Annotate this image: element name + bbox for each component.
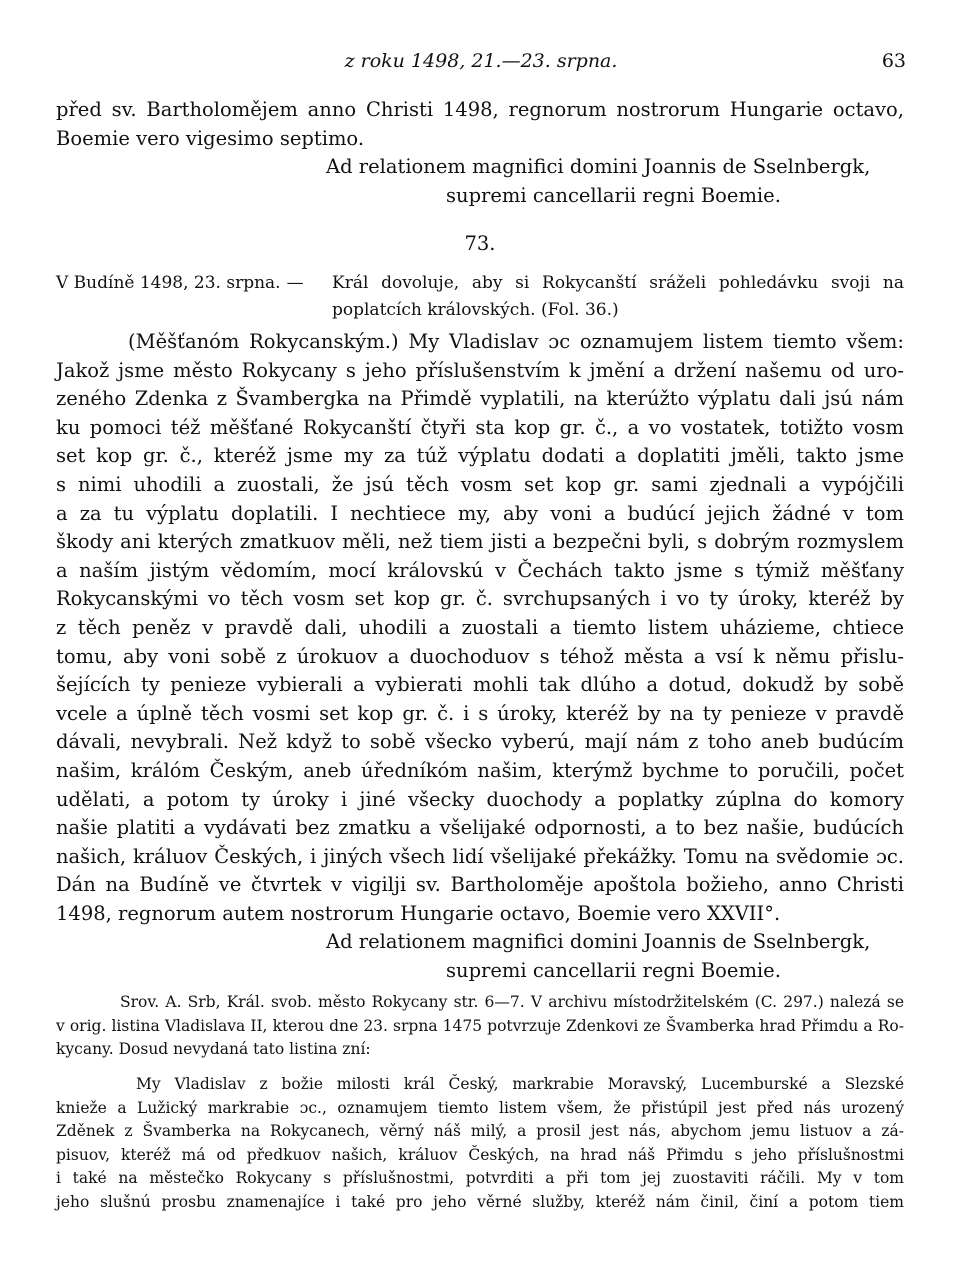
document-body bbox=[56, 328, 904, 986]
text-line: (Měšťanóm Rokycanským.) My Vladislav ɔc oznamujem listem tiemto všem: bbox=[128, 330, 904, 353]
note-line: Srov. A. Srb, Král. svob. město Rokycany str. 6—7. V archivu místodržitelském (C. 297.) nalezá se bbox=[120, 993, 904, 1011]
quote-line: pisuov, kteréž má od předkuov našich, králuov Českých, na hrad náš Přimdu s jeho příslušnostmi bbox=[56, 1145, 904, 1164]
text-line: našie platiti a vydávati bez zmatku a všelijaké odpornosti, a to bez našie, budúcích bbox=[56, 816, 904, 840]
text-line: a naším jistým vědomím, mocí královskú v Čechách takto jsme s týmiž měšťany bbox=[56, 558, 904, 582]
relation-line: Ad relationem magnifici domini Joannis de Sselnbergk, bbox=[326, 930, 871, 954]
text-line: před sv. Bartholomějem anno Christi 1498, regnorum nostrorum Hungarie octavo, bbox=[56, 98, 904, 121]
text-line: šejících ty penieze vybierali a vybierati mohli tak dlúho a dotud, dokudž by sobě bbox=[56, 673, 904, 697]
note-line: v orig. listina Vladislava II, kterou dne 23. srpna 1475 potvrzuje Zdenkovi ze Švamberka hrad Přimdu a Ro- bbox=[56, 1016, 904, 1035]
quoted-charter bbox=[56, 1073, 904, 1214]
text-line: z těch peněz v pravdě dali, uhodili a zuostali a tiemto listem uházieme, chtiece bbox=[56, 615, 904, 639]
running-head: z roku 1498, 21.—23. srpna. bbox=[344, 50, 618, 72]
text-line: dávali, nevybrali. Než když to sobě všecko vyberú, mají nám z toho aneb budúcím bbox=[56, 730, 904, 754]
text-line: 1498, regnorum autem nostrorum Hungarie octavo, Boemie vero XXVII°. bbox=[56, 901, 781, 925]
text-line: zeného Zdenka z Švambergka na Přimdě vyplatili, na kterúžto výplatu dali jsú nám bbox=[56, 387, 904, 411]
relation-line: supremi cancellarii regni Boemie. bbox=[446, 183, 781, 207]
text-line: tomu, aby voni sobě z úrokuov a duochoduov s téhož města a vsí k němu přislu- bbox=[56, 644, 904, 668]
text-line: s nimi uhodili a zuostali, že jsú těch vosm set kop gr. sami zjednali a vypójčili bbox=[56, 472, 904, 496]
dash: — bbox=[286, 273, 304, 293]
relation-line: Ad relationem magnifici domini Joannis de Sselnbergk, bbox=[326, 155, 871, 179]
quote-line: Zděnek z Švamberka na Rokycanech, věrný náš milý, a prosil jest nás, abychom jemu listuov a zá- bbox=[56, 1122, 904, 1140]
text-line: Jakož jsme město Rokycany s jeho příslušenstvím k jmění a držení našemu od uro- bbox=[56, 358, 904, 382]
quote-line: knieže a Lužický markrabie ɔc., oznamujem tiemto listem všem, že přistúpil jest před nás urozený bbox=[56, 1098, 904, 1117]
footnote bbox=[56, 991, 904, 1062]
text-line: ku pomoci též měšťané Rokycanští čtyři sta kop gr. č., a vo vostatek, totižto vosm bbox=[56, 415, 904, 439]
page-header bbox=[56, 50, 906, 78]
text-line: set kop gr. č., kteréž jsme my za túž výplatu dodati a doplatiti jměli, takto jsme bbox=[56, 444, 904, 468]
quote-line: jeho slušnú prosbu znamenajíce i také pro jeho věrné služby, kteréž nám činil, činí a potom tiem bbox=[56, 1192, 904, 1211]
prev-doc-ending bbox=[56, 96, 904, 210]
place-date: V Budíně 1498, 23. srpna. — bbox=[56, 270, 310, 297]
text-line: vcele a úplně těch vosmi set kop gr. č. i s úroky, kteréž by na ty penieze v pravdě bbox=[56, 701, 904, 725]
note-line: kycany. Dosud nevydaná tato listina zní: bbox=[56, 1040, 371, 1058]
text-line: Dán na Budíně ve čtvrtek v vigilji sv. Bartholoměje apoštola božieho, anno Christi bbox=[56, 873, 904, 897]
text-line: Rokycanskými vo těch vosm set kop gr. č. svrchupsaných i vo ty úroky, kteréž by bbox=[56, 587, 904, 611]
text-line: škody ani kterých zmatkuov měli, než tiem jisti a bezpečni byli, s dobrým rozmyslem bbox=[56, 530, 904, 554]
relation-line: supremi cancellarii regni Boemie. bbox=[446, 959, 781, 983]
text-line: a za tu výplatu doplatili. I nechtiece my, aby voni a budúcí jejich žádné v tom bbox=[56, 501, 904, 525]
text-line: udělati, a potom ty úroky i jiné všecky duochody a poplatky zúplna do komory bbox=[56, 787, 904, 811]
quote-line: My Vladislav z božie milosti král Český, markrabie Moravský, Lucemburské a Slezské bbox=[136, 1075, 904, 1093]
quote-line: i také na městečko Rokycany s příslušnostmi, potvrditi a při tom jej zuostaviti ráčili. My v tom bbox=[56, 1169, 904, 1187]
page-number: 63 bbox=[881, 50, 906, 72]
document-number: 73. bbox=[464, 232, 496, 255]
text-line: našich, králuov Českých, i jiných všech lidí všelijaké překážky. Tomu na svědomie ɔc. bbox=[56, 844, 904, 868]
text-line: našim, králóm Českým, aneb úředníkóm našim, kterýmž bychme to poručili, počet bbox=[56, 758, 904, 782]
document-summary: Král dovoluje, aby si Rokycanští sráželi pohledávku svoji na poplatcích královských. (Fol. 36.) bbox=[332, 273, 904, 320]
text-line: Boemie vero vigesimo septimo. bbox=[56, 126, 365, 150]
